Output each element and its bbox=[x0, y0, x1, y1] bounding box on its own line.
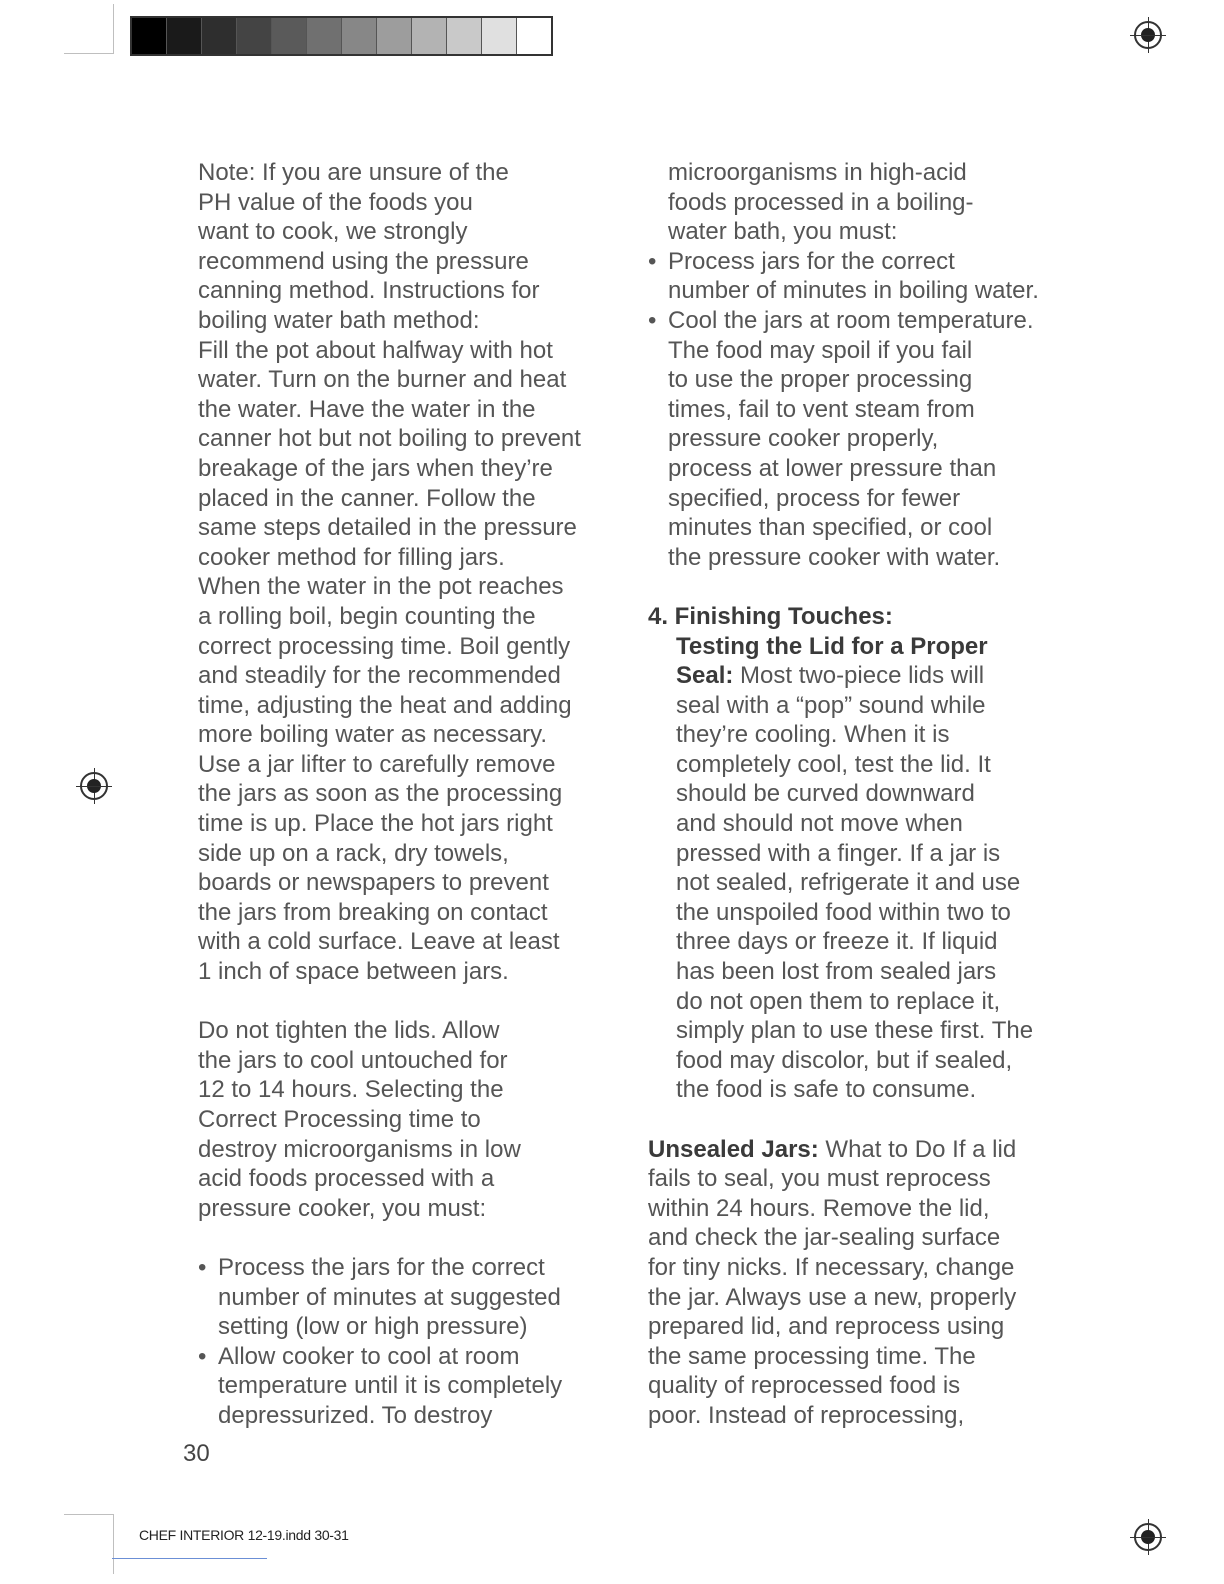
text-line: acid foods processed with a bbox=[198, 1165, 495, 1193]
right-column bbox=[648, 158, 1068, 1431]
text-line: more boiling water as necessary. bbox=[198, 721, 548, 749]
text-line: breakage of the jars when they’re bbox=[198, 454, 553, 482]
text-line: want to cook, we strongly bbox=[198, 218, 468, 246]
finishing-touches-body bbox=[648, 632, 1068, 1106]
list-item bbox=[648, 306, 1068, 572]
list-item bbox=[198, 1253, 618, 1342]
text-line: Do not tighten the lids. Allow bbox=[198, 1017, 500, 1045]
text-line: specified, process for fewer bbox=[668, 484, 961, 512]
left-column bbox=[198, 158, 618, 1431]
text-line: the pressure cooker with water. bbox=[668, 543, 1001, 571]
list-item-text bbox=[668, 247, 1039, 306]
text-line: number of minutes in boiling water. bbox=[668, 277, 1039, 305]
text-line: the jars as soon as the processing bbox=[198, 780, 563, 808]
continued-paragraph bbox=[648, 158, 1068, 247]
text-line: within 24 hours. Remove the lid, bbox=[648, 1194, 990, 1222]
bullet-glyph: • bbox=[648, 306, 657, 334]
text-line: recommend using the pressure bbox=[198, 247, 529, 275]
bath-method-paragraph bbox=[198, 158, 618, 987]
text-line: canner hot but not boiling to prevent bbox=[198, 425, 581, 453]
text-line: boards or newspapers to prevent bbox=[198, 869, 549, 897]
text-line: prepared lid, and reprocess using bbox=[648, 1313, 1005, 1341]
text-line: placed in the canner. Follow the bbox=[198, 484, 536, 512]
unsealed-paragraph bbox=[648, 1164, 1068, 1430]
text-line: depressurized. To destroy bbox=[218, 1401, 493, 1429]
color-swatch bbox=[411, 18, 446, 54]
text-line: not sealed, refrigerate it and use bbox=[676, 869, 1021, 897]
text-line: setting (low or high pressure) bbox=[218, 1313, 528, 1341]
text-line: they’re cooling. When it is bbox=[676, 721, 950, 749]
list-item bbox=[198, 1342, 618, 1431]
text-line: for tiny nicks. If necessary, change bbox=[648, 1253, 1015, 1281]
text-line: pressed with a finger. If a jar is bbox=[676, 839, 1001, 867]
color-swatch bbox=[166, 18, 201, 54]
unsealed-label: Unsealed Jars: bbox=[648, 1135, 819, 1163]
text-line: seal with a “pop” sound while bbox=[676, 691, 986, 719]
text-line: the water. Have the water in the bbox=[198, 395, 536, 423]
seal-line-text: Most two-piece lids will bbox=[733, 662, 985, 690]
seal-line bbox=[676, 661, 1068, 691]
text-line: cooker method for filling jars. bbox=[198, 543, 505, 571]
text-line: time, adjusting the heat and adding bbox=[198, 691, 572, 719]
footer-rule bbox=[112, 1558, 267, 1559]
color-swatch bbox=[376, 18, 411, 54]
text-line: should be curved downward bbox=[676, 780, 975, 808]
list-item-text bbox=[668, 306, 1034, 572]
text-line: three days or freeze it. If liquid bbox=[676, 928, 998, 956]
registration-mark-top-right bbox=[1134, 21, 1162, 49]
text-line: Correct Processing time to bbox=[198, 1106, 481, 1133]
color-swatch bbox=[341, 18, 376, 54]
text-line: number of minutes at suggested bbox=[218, 1283, 561, 1311]
text-line: destroy microorganisms in low bbox=[198, 1135, 521, 1163]
text-line: time is up. Place the hot jars right bbox=[198, 810, 553, 838]
text-line: side up on a rack, dry towels, bbox=[198, 839, 509, 867]
text-line: Process the jars for the correct bbox=[218, 1253, 545, 1281]
text-line: The food may spoil if you fail bbox=[668, 336, 973, 364]
text-line: times, fail to vent steam from bbox=[668, 395, 975, 423]
text-line: Cool the jars at room temperature. bbox=[668, 306, 1034, 334]
text-line: When the water in the pot reaches bbox=[198, 573, 564, 601]
text-line: Fill the pot about halfway with hot bbox=[198, 336, 553, 364]
text-line: the jars to cool untouched for bbox=[198, 1046, 508, 1074]
unsealed-line-text: What to Do If a lid bbox=[818, 1135, 1017, 1163]
text-line: completely cool, test the lid. It bbox=[676, 750, 991, 778]
list-item bbox=[648, 247, 1068, 306]
text-line: Use a jar lifter to carefully remove bbox=[198, 750, 556, 778]
text-line: to use the proper processing bbox=[668, 366, 973, 394]
text-line: and steadily for the recommended bbox=[198, 662, 561, 690]
registration-mark-bottom-right bbox=[1134, 1523, 1162, 1551]
text-line: the jars from breaking on contact bbox=[198, 898, 548, 926]
crop-mark-bottom-left-h bbox=[64, 1514, 114, 1515]
text-line: poor. Instead of reprocessing, bbox=[648, 1401, 965, 1429]
text-line: minutes than specified, or cool bbox=[668, 514, 993, 542]
text-line: food may discolor, but if sealed, bbox=[676, 1046, 1013, 1074]
text-line: a rolling boil, begin counting the bbox=[198, 602, 536, 630]
section-subheading: Testing the Lid for a Proper bbox=[676, 632, 988, 660]
color-calibration-bar bbox=[130, 16, 553, 56]
text-line: temperature until it is completely bbox=[218, 1372, 563, 1400]
text-line: do not open them to replace it, bbox=[676, 987, 1001, 1015]
list-item-text bbox=[218, 1342, 562, 1431]
text-line: with a cold surface. Leave at least bbox=[198, 928, 560, 956]
text-line: and check the jar-sealing surface bbox=[648, 1224, 1001, 1252]
text-line: quality of reprocessed food is bbox=[648, 1372, 961, 1400]
text-line: boiling water bath method: bbox=[198, 306, 480, 334]
crop-mark-bottom-left-v bbox=[113, 1514, 114, 1574]
color-swatch bbox=[271, 18, 306, 54]
text-line: Note: If you are unsure of the bbox=[198, 159, 509, 186]
registration-mark-left bbox=[80, 772, 108, 800]
color-swatch bbox=[481, 18, 516, 54]
color-swatch bbox=[516, 18, 551, 54]
text-line: Process jars for the correct bbox=[668, 247, 955, 275]
text-line: simply plan to use these first. The bbox=[676, 1017, 1034, 1045]
bullet-glyph: • bbox=[198, 1342, 207, 1370]
text-line: foods processed in a boiling- bbox=[668, 188, 974, 216]
section-heading: 4. Finishing Touches: bbox=[648, 602, 893, 630]
bullet-glyph: • bbox=[198, 1253, 207, 1281]
text-line: fails to seal, you must reprocess bbox=[648, 1165, 991, 1193]
text-line: pressure cooker properly, bbox=[668, 425, 939, 453]
text-line: Allow cooker to cool at room bbox=[218, 1342, 520, 1370]
text-line: same steps detailed in the pressure bbox=[198, 514, 577, 542]
seal-label: Seal: bbox=[676, 662, 734, 690]
text-line: 1 inch of space between jars. bbox=[198, 958, 509, 986]
crop-mark-top-left-v bbox=[113, 4, 114, 54]
text-line: microorganisms in high-acid bbox=[668, 159, 967, 186]
text-line: PH value of the foods you bbox=[198, 188, 473, 216]
list-item-text bbox=[218, 1253, 561, 1342]
text-line: canning method. Instructions for bbox=[198, 277, 540, 305]
text-line: water bath, you must: bbox=[668, 218, 898, 246]
text-line: process at lower pressure than bbox=[668, 454, 997, 482]
text-line: water. Turn on the burner and heat bbox=[198, 366, 567, 394]
text-line: the same processing time. The bbox=[648, 1342, 976, 1370]
text-line: pressure cooker, you must: bbox=[198, 1194, 487, 1222]
page-number: 30 bbox=[183, 1440, 210, 1467]
text-line: correct processing time. Boil gently bbox=[198, 632, 571, 660]
seal-paragraph bbox=[676, 691, 1068, 1105]
unsealed-line bbox=[648, 1135, 1068, 1165]
color-swatch bbox=[306, 18, 341, 54]
color-swatch bbox=[236, 18, 271, 54]
cooling-paragraph bbox=[198, 1016, 618, 1223]
text-line: and should not move when bbox=[676, 810, 963, 838]
footer-file-label: CHEF INTERIOR 12-19.indd 30-31 bbox=[139, 1527, 349, 1543]
text-line: 12 to 14 hours. Selecting the bbox=[198, 1076, 504, 1104]
text-line: has been lost from sealed jars bbox=[676, 958, 997, 986]
crop-mark-top-left-h bbox=[64, 53, 114, 54]
color-swatch bbox=[201, 18, 236, 54]
text-line: the food is safe to consume. bbox=[676, 1076, 977, 1104]
color-swatch bbox=[446, 18, 481, 54]
bullet-glyph: • bbox=[648, 247, 657, 275]
text-line: the jar. Always use a new, properly bbox=[648, 1283, 1017, 1311]
text-line: the unspoiled food within two to bbox=[676, 898, 1011, 926]
color-swatch bbox=[132, 18, 166, 54]
